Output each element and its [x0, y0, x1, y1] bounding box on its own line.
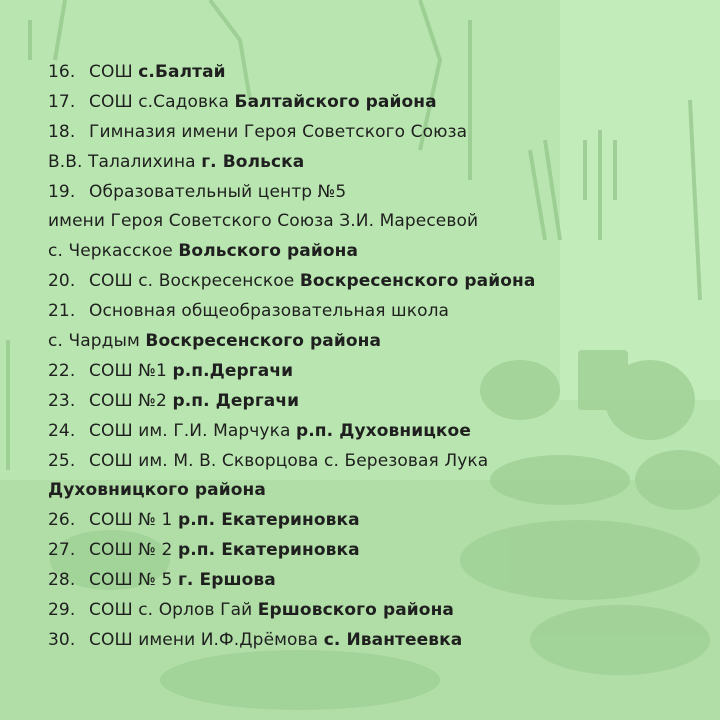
- list-item: [48, 297, 708, 327]
- list-item: [48, 267, 708, 297]
- list-item: [48, 566, 708, 596]
- list-item-number: 27.: [48, 540, 76, 561]
- list-item-number: 16.: [48, 62, 76, 82]
- list-item-text: СОШ с. Воскресенское: [89, 271, 300, 292]
- list-item-location: с.Балтай: [138, 62, 226, 82]
- list-item-location: Балтайского района: [234, 91, 437, 112]
- list-item: [48, 88, 708, 118]
- list-item: [48, 536, 708, 566]
- list-item-number: 18.: [48, 121, 76, 142]
- list-item: [48, 178, 708, 208]
- list-item: [48, 476, 708, 506]
- list-item: [48, 596, 708, 626]
- list-item-location: Воскресенского района: [299, 271, 536, 292]
- list-item: [48, 237, 708, 267]
- list-item-number: 24.: [48, 420, 76, 441]
- list-item-number: 25.: [48, 450, 76, 471]
- list-item-number: 21.: [48, 301, 76, 322]
- list-item-text: с. Чардым: [48, 331, 146, 352]
- list-item-text: СОШ №1: [89, 360, 173, 381]
- list-item: [48, 387, 708, 417]
- list-item-location: Ершовского района: [257, 600, 454, 621]
- list-item-number: 22.: [48, 360, 76, 381]
- list-item-text: имени Героя Советского Союза З.И. Маресевой: [48, 211, 479, 232]
- list-item-location: г. Вольска: [201, 151, 305, 172]
- list-item-location: р.п. Екатериновка: [177, 540, 360, 561]
- list-item-text: СОШ № 2: [89, 540, 178, 561]
- list-item-text: СОШ: [89, 62, 139, 82]
- list-item: [48, 357, 708, 387]
- list-item-location: Воскресенского района: [145, 331, 382, 352]
- list-item-text: СОШ им. Г.И. Марчука: [89, 420, 296, 441]
- list-item: [48, 58, 708, 88]
- list-item-text: СОШ им. М. В. Скворцова с. Березовая Лука: [89, 450, 489, 471]
- list-item-text: Образовательный центр №5: [89, 181, 347, 202]
- list-item-location: Вольского района: [178, 241, 359, 262]
- list-item-location: р.п. Духовницкое: [295, 420, 471, 441]
- list-item-number: 23.: [48, 390, 76, 411]
- list-item-number: 19.: [48, 181, 76, 202]
- list-item-location: г. Ершова: [177, 570, 276, 591]
- list-item-location: Духовницкого района: [48, 480, 266, 501]
- list-item-number: 28.: [48, 570, 76, 591]
- list-item: [48, 327, 708, 357]
- list-item-number: 17.: [48, 91, 76, 112]
- list-item-number: 29.: [48, 600, 76, 621]
- list-item-number: 30.: [48, 629, 76, 650]
- list-item-text: Гимназия имени Героя Советского Союза: [89, 121, 468, 142]
- school-list: [48, 58, 708, 656]
- list-item-text: СОШ имени И.Ф.Дрёмова: [89, 629, 324, 650]
- list-item-location: р.п. Екатериновка: [177, 510, 360, 531]
- list-item-text: СОШ № 5: [89, 570, 178, 591]
- list-item-number: 20.: [48, 271, 76, 292]
- list-item-text: СОШ №2: [89, 390, 173, 411]
- list-item: [48, 626, 708, 656]
- list-item: [48, 118, 708, 148]
- list-item-location: с. Ивантеевка: [323, 629, 463, 650]
- list-item-text: Основная общеобразовательная школа: [89, 301, 450, 322]
- list-item-text: с. Черкасское: [48, 241, 179, 262]
- list-item-number: 26.: [48, 510, 76, 531]
- list-item: [48, 447, 708, 477]
- list-item-text: В.В. Талалихина: [48, 151, 202, 172]
- list-item: [48, 148, 708, 178]
- list-item: [48, 207, 708, 237]
- list-item-text: СОШ с. Орлов Гай: [89, 600, 258, 621]
- list-item-text: СОШ № 1: [89, 510, 178, 531]
- list-item: [48, 506, 708, 536]
- list-item-text: СОШ с.Садовка: [89, 91, 235, 112]
- list-item-location: р.п. Дергачи: [172, 390, 300, 411]
- list-item: [48, 417, 708, 447]
- list-item-location: р.п.Дергачи: [172, 360, 294, 381]
